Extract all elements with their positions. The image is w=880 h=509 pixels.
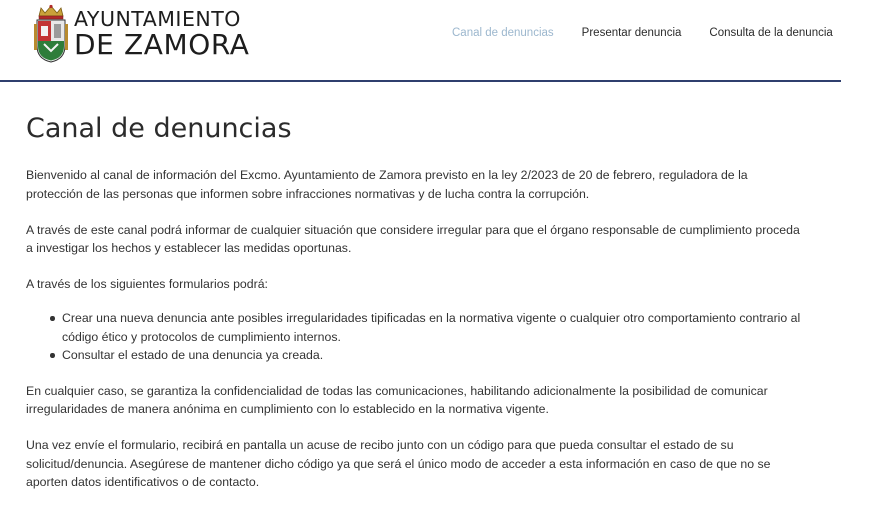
list-item: Crear una nueva denuncia ante posibles irregularidades tipificadas en la normativa vigente o cualquier otro comportamiento contrario al código ético y protocolos de cumplimiento internos. (62, 309, 806, 346)
nav-canal-de-denuncias[interactable]: Canal de denuncias (452, 27, 554, 39)
nav-presentar-denuncia[interactable]: Presentar denuncia (581, 27, 682, 39)
logo-line-1: AYUNTAMIENTO (74, 7, 241, 32)
nav-consulta-denuncia[interactable]: Consulta de la denuncia (709, 27, 833, 39)
forms-list (62, 309, 806, 365)
page-title: Canal de denuncias (26, 113, 292, 144)
site-logo[interactable] (32, 4, 250, 64)
intro-paragraph: Bienvenido al canal de información del Excmo. Ayuntamiento de Zamora previsto en la ley 2/2023 de 20 de febrero, reguladora de la protección de las personas que informen sobre infracciones normativas y de lucha contra la corrupción. (26, 168, 748, 201)
forms-intro-paragraph: A través de los siguientes formularios podrá: (26, 277, 268, 291)
list-item: Consultar el estado de una denuncia ya creada. (62, 346, 806, 365)
coat-of-arms-icon (32, 4, 70, 64)
receipt-paragraph: Una vez envíe el formulario, recibirá en pantalla un acuse de recibo junto con un código para que pueda consultar el estado de su solicitud/denuncia. Asegúrese de mantener dicho código ya que será el único modo de acceder a esta información en caso de que no se aporten datos identificativos o de contacto. (26, 438, 771, 489)
main-navigation (452, 27, 833, 39)
channel-description-paragraph: A través de este canal podrá informar de cualquier situación que considere irregular para que el órgano responsable de cumplimiento proceda a investigar los hechos y establecer las medidas oportunas. (26, 222, 800, 255)
logo-line-2: DE ZAMORA (74, 27, 250, 61)
site-header (0, 0, 841, 82)
confidentiality-paragraph: En cualquier caso, se garantiza la confidencialidad de todas las comunicaciones, habilitando adicionalmente la posibilidad de comunicar irregularidades de manera anónima en cumplimiento con lo establecido en la normativa vigente. (26, 383, 768, 416)
logo-wordmark (74, 9, 250, 59)
main-content (26, 112, 806, 509)
